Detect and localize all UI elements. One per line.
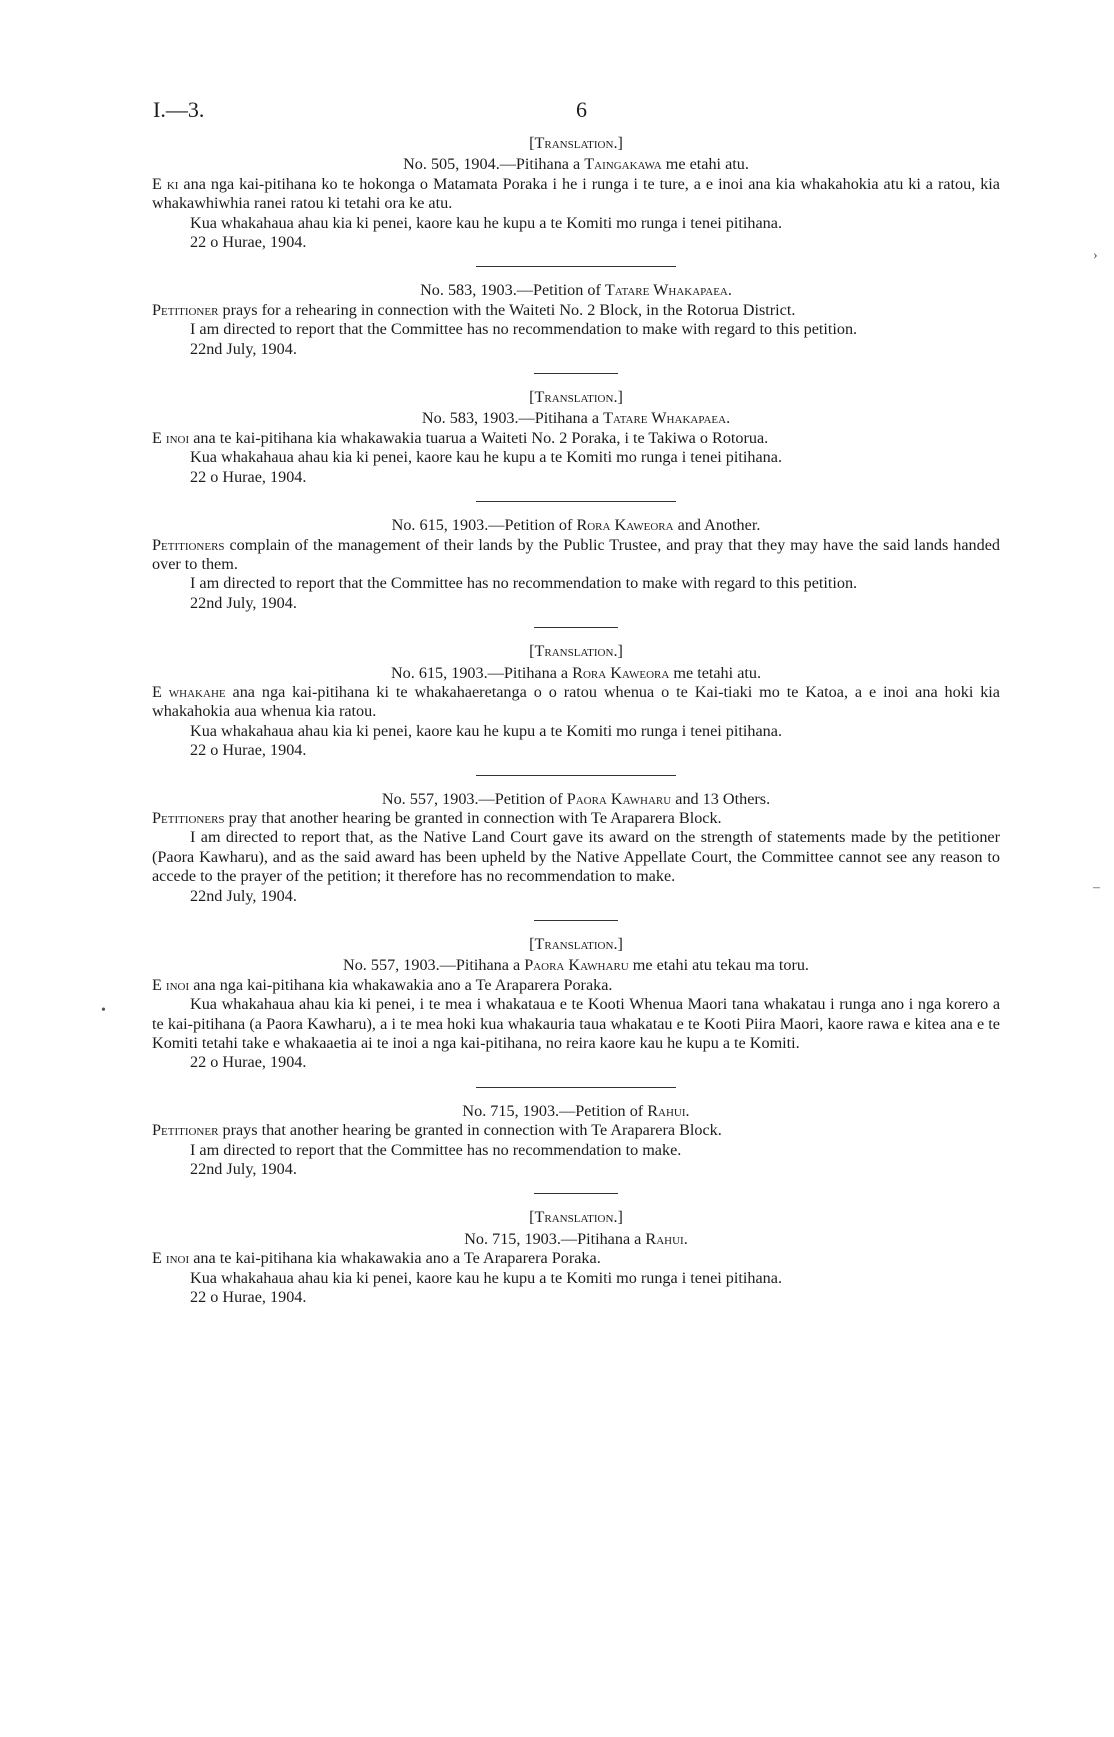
lead-words: Petitioner bbox=[152, 1121, 219, 1140]
heading-prefix: No. 583, 1903.—Petition of bbox=[420, 281, 605, 300]
committee-report: Kua whakahaua ahau kia ki penei, kaore kau he kupu a te Komiti mo runga i tenei pitihana. bbox=[190, 1268, 782, 1287]
heading-suffix: . bbox=[685, 1101, 690, 1120]
petition-heading bbox=[152, 1230, 1000, 1249]
margin-mark: – bbox=[1093, 880, 1100, 895]
petition-text bbox=[152, 429, 1000, 448]
petition-body: ana nga kai-pitihana ko te hokonga o Matamata Poraka i he i runga i te ture, a e inoi ana kia whakahokia atu ki a ratou, kia whakawhiwhia ranei ratou ki tetahi ora ke atu. bbox=[152, 174, 1000, 213]
heading-suffix: me tetahi atu. bbox=[669, 663, 762, 682]
petitioner-name: Tatare Whakapaea bbox=[604, 281, 728, 300]
heading-prefix: No. 615, 1903.—Petition of bbox=[391, 516, 577, 535]
report-date: 22 o Hurae, 1904. bbox=[190, 1288, 307, 1307]
report-date: 22nd July, 1904. bbox=[190, 886, 297, 905]
heading-prefix: No. 557, 1903.—Pitihana a bbox=[343, 956, 525, 975]
petition-section bbox=[152, 642, 1000, 760]
petition-heading bbox=[152, 409, 1000, 428]
petition-heading bbox=[152, 956, 1000, 975]
heading-prefix: No. 615, 1903.—Pitihana a bbox=[390, 663, 573, 682]
heading-prefix: No. 557, 1903.—Petition of bbox=[381, 789, 567, 808]
petition-text bbox=[152, 175, 1000, 214]
committee-report: I am directed to report that the Committee has no recommendation to make. bbox=[190, 1140, 682, 1159]
petition-section bbox=[152, 790, 1000, 906]
report-date: 22 o Hurae, 1904. bbox=[190, 233, 307, 252]
committee-report: Kua whakahaua ahau kia ki penei, i te mea i whakataua e te Kooti Whenua Maori tana whakatau i runga ano i nga korero a te kai-pitihana (a Paora Kawharu), a i te mea hoki kua whakauria taua whakatau e te Kooti Piira Maori, kaore rawa e kitea ana e te Komiti tetahi take e whakaaetia ai te inoi a nga kai-pitihana, no reira kaore kau he kupu a te Komiti. bbox=[152, 995, 1000, 1053]
petition-body: ana te kai-pitihana kia whakawakia ano a Te Araparera Poraka. bbox=[189, 1249, 601, 1268]
petitioner-name: Rahui bbox=[647, 1101, 686, 1120]
petition-body: pray that another hearing be granted in connection with Te Araparera Block. bbox=[224, 808, 722, 827]
petitioner-name: Paora Kawharu bbox=[566, 789, 672, 808]
petition-heading bbox=[152, 155, 1000, 174]
committee-report: Kua whakahaua ahau kia ki penei, kaore kau he kupu a te Komiti mo runga i tenei pitihana. bbox=[190, 448, 782, 467]
heading-prefix: No. 583, 1903.—Pitihana a bbox=[421, 409, 604, 428]
petition-heading bbox=[152, 790, 1000, 809]
translation-tag: [Translation.] bbox=[529, 388, 623, 407]
petition-body: ana nga kai-pitihana ki te whakahaeretanga o o ratou whenua o te Kai-tiaki mo te Katoa, a e inoi ana hoki kia whakahokia aua whenua kia ratou. bbox=[152, 682, 1000, 721]
petition-body: complain of the management of their lands by the Public Trustee, and pray that they may have the said lands handed over to them. bbox=[152, 535, 1000, 573]
section-divider bbox=[476, 266, 676, 267]
petitioner-name: Paora Kawharu bbox=[524, 956, 629, 975]
document-body bbox=[152, 128, 1000, 1308]
section-divider bbox=[534, 1193, 618, 1194]
report-date: 22nd July, 1904. bbox=[190, 339, 297, 358]
petitioner-name: Taingakawa bbox=[584, 155, 662, 174]
petition-text bbox=[152, 1249, 1000, 1268]
heading-suffix: . bbox=[726, 409, 731, 428]
heading-suffix: . bbox=[727, 281, 732, 300]
section-divider bbox=[534, 627, 618, 628]
petitioner-name: Rora Kaweora bbox=[576, 516, 674, 535]
margin-mark: • bbox=[101, 1003, 106, 1018]
report-date: 22 o Hurae, 1904. bbox=[190, 467, 307, 486]
section-divider bbox=[534, 920, 618, 921]
petitioner-name: Tatare Whakapaea bbox=[603, 409, 727, 428]
section-divider bbox=[534, 373, 618, 374]
petition-heading bbox=[152, 1102, 1000, 1121]
section-divider bbox=[476, 1087, 676, 1088]
petition-body: ana nga kai-pitihana kia whakawakia ano a Te Araparera Poraka. bbox=[189, 975, 613, 994]
translation-tag: [Translation.] bbox=[529, 642, 623, 661]
committee-report: Kua whakahaua ahau kia ki penei, kaore kau he kupu a te Komiti mo runga i tenei pitihana. bbox=[190, 721, 782, 740]
heading-suffix: me etahi atu tekau ma toru. bbox=[628, 956, 809, 975]
petition-section bbox=[152, 281, 1000, 359]
petition-section bbox=[152, 1208, 1000, 1307]
margin-mark: › bbox=[1093, 248, 1098, 263]
lead-words: E ki bbox=[152, 174, 179, 193]
translation-tag: [Translation.] bbox=[529, 134, 623, 152]
petition-section bbox=[152, 388, 1000, 487]
heading-prefix: No. 505, 1904.—Pitihana a bbox=[403, 155, 585, 174]
page-number: 6 bbox=[576, 97, 587, 122]
report-date: 22nd July, 1904. bbox=[190, 1160, 297, 1179]
petition-text bbox=[152, 1121, 1000, 1140]
petition-section bbox=[152, 134, 1000, 252]
petition-body: prays for a rehearing in connection with the Waiteti No. 2 Block, in the Rotorua District. bbox=[218, 300, 796, 319]
heading-suffix: . bbox=[683, 1229, 688, 1248]
heading-prefix: No. 715, 1903.—Pitihana a bbox=[464, 1229, 646, 1248]
petitioner-name: Rahui bbox=[645, 1229, 684, 1248]
petition-section bbox=[152, 1102, 1000, 1180]
committee-report: I am directed to report that the Committee has no recommendation to make with regard to this petition. bbox=[190, 574, 858, 593]
petition-text bbox=[152, 683, 1000, 722]
section-divider bbox=[476, 775, 676, 776]
lead-words: E whakahe bbox=[152, 682, 226, 701]
committee-report: I am directed to report that the Committee has no recommendation to make with regard to this petition. bbox=[190, 320, 858, 339]
heading-prefix: No. 715, 1903.—Petition of bbox=[462, 1101, 648, 1120]
petition-body: prays that another hearing be granted in connection with Te Araparera Block. bbox=[218, 1121, 722, 1140]
lead-words: E inoi bbox=[152, 1249, 190, 1268]
translation-tag: [Translation.] bbox=[529, 935, 623, 953]
lead-words: E inoi bbox=[152, 975, 190, 994]
committee-report: Kua whakahaua ahau kia ki penei, kaore kau he kupu a te Komiti mo runga i tenei pitihana. bbox=[190, 213, 782, 232]
lead-words: Petitioners bbox=[152, 808, 225, 827]
petitioner-name: Rora Kaweora bbox=[572, 663, 670, 682]
heading-suffix: and Another. bbox=[673, 516, 761, 535]
petition-text bbox=[152, 976, 1000, 995]
lead-words: Petitioner bbox=[152, 300, 219, 319]
report-date: 22nd July, 1904. bbox=[190, 593, 297, 612]
section-divider bbox=[476, 501, 676, 502]
petition-section bbox=[152, 516, 1000, 613]
petition-body: ana te kai-pitihana kia whakawakia tuarua a Waiteti No. 2 Poraka, i te Takiwa o Rotorua. bbox=[189, 428, 769, 447]
committee-report: I am directed to report that, as the Native Land Court gave its award on the strength of statements made by the petitioner (Paora Kawharu), and as the said award has been upheld by the Native Appellate Court, the Committee cannot see any reason to accede to the prayer of the petition; it therefore has no recommendation to make. bbox=[152, 828, 1000, 886]
petition-text bbox=[152, 809, 1000, 828]
petition-heading bbox=[152, 664, 1000, 683]
lead-words: E inoi bbox=[152, 428, 190, 447]
lead-words: Petitioners bbox=[152, 535, 225, 554]
heading-suffix: me etahi atu. bbox=[661, 155, 749, 174]
petition-text bbox=[152, 536, 1000, 575]
petition-text bbox=[152, 301, 1000, 320]
report-date: 22 o Hurae, 1904. bbox=[190, 741, 307, 760]
petition-section bbox=[152, 935, 1000, 1073]
heading-suffix: and 13 Others. bbox=[671, 789, 771, 808]
report-date: 22 o Hurae, 1904. bbox=[190, 1053, 307, 1072]
petition-heading bbox=[152, 281, 1000, 300]
translation-tag: [Translation.] bbox=[529, 1208, 623, 1227]
page-reference: I.—3. bbox=[153, 97, 205, 122]
petition-heading bbox=[152, 516, 1000, 535]
